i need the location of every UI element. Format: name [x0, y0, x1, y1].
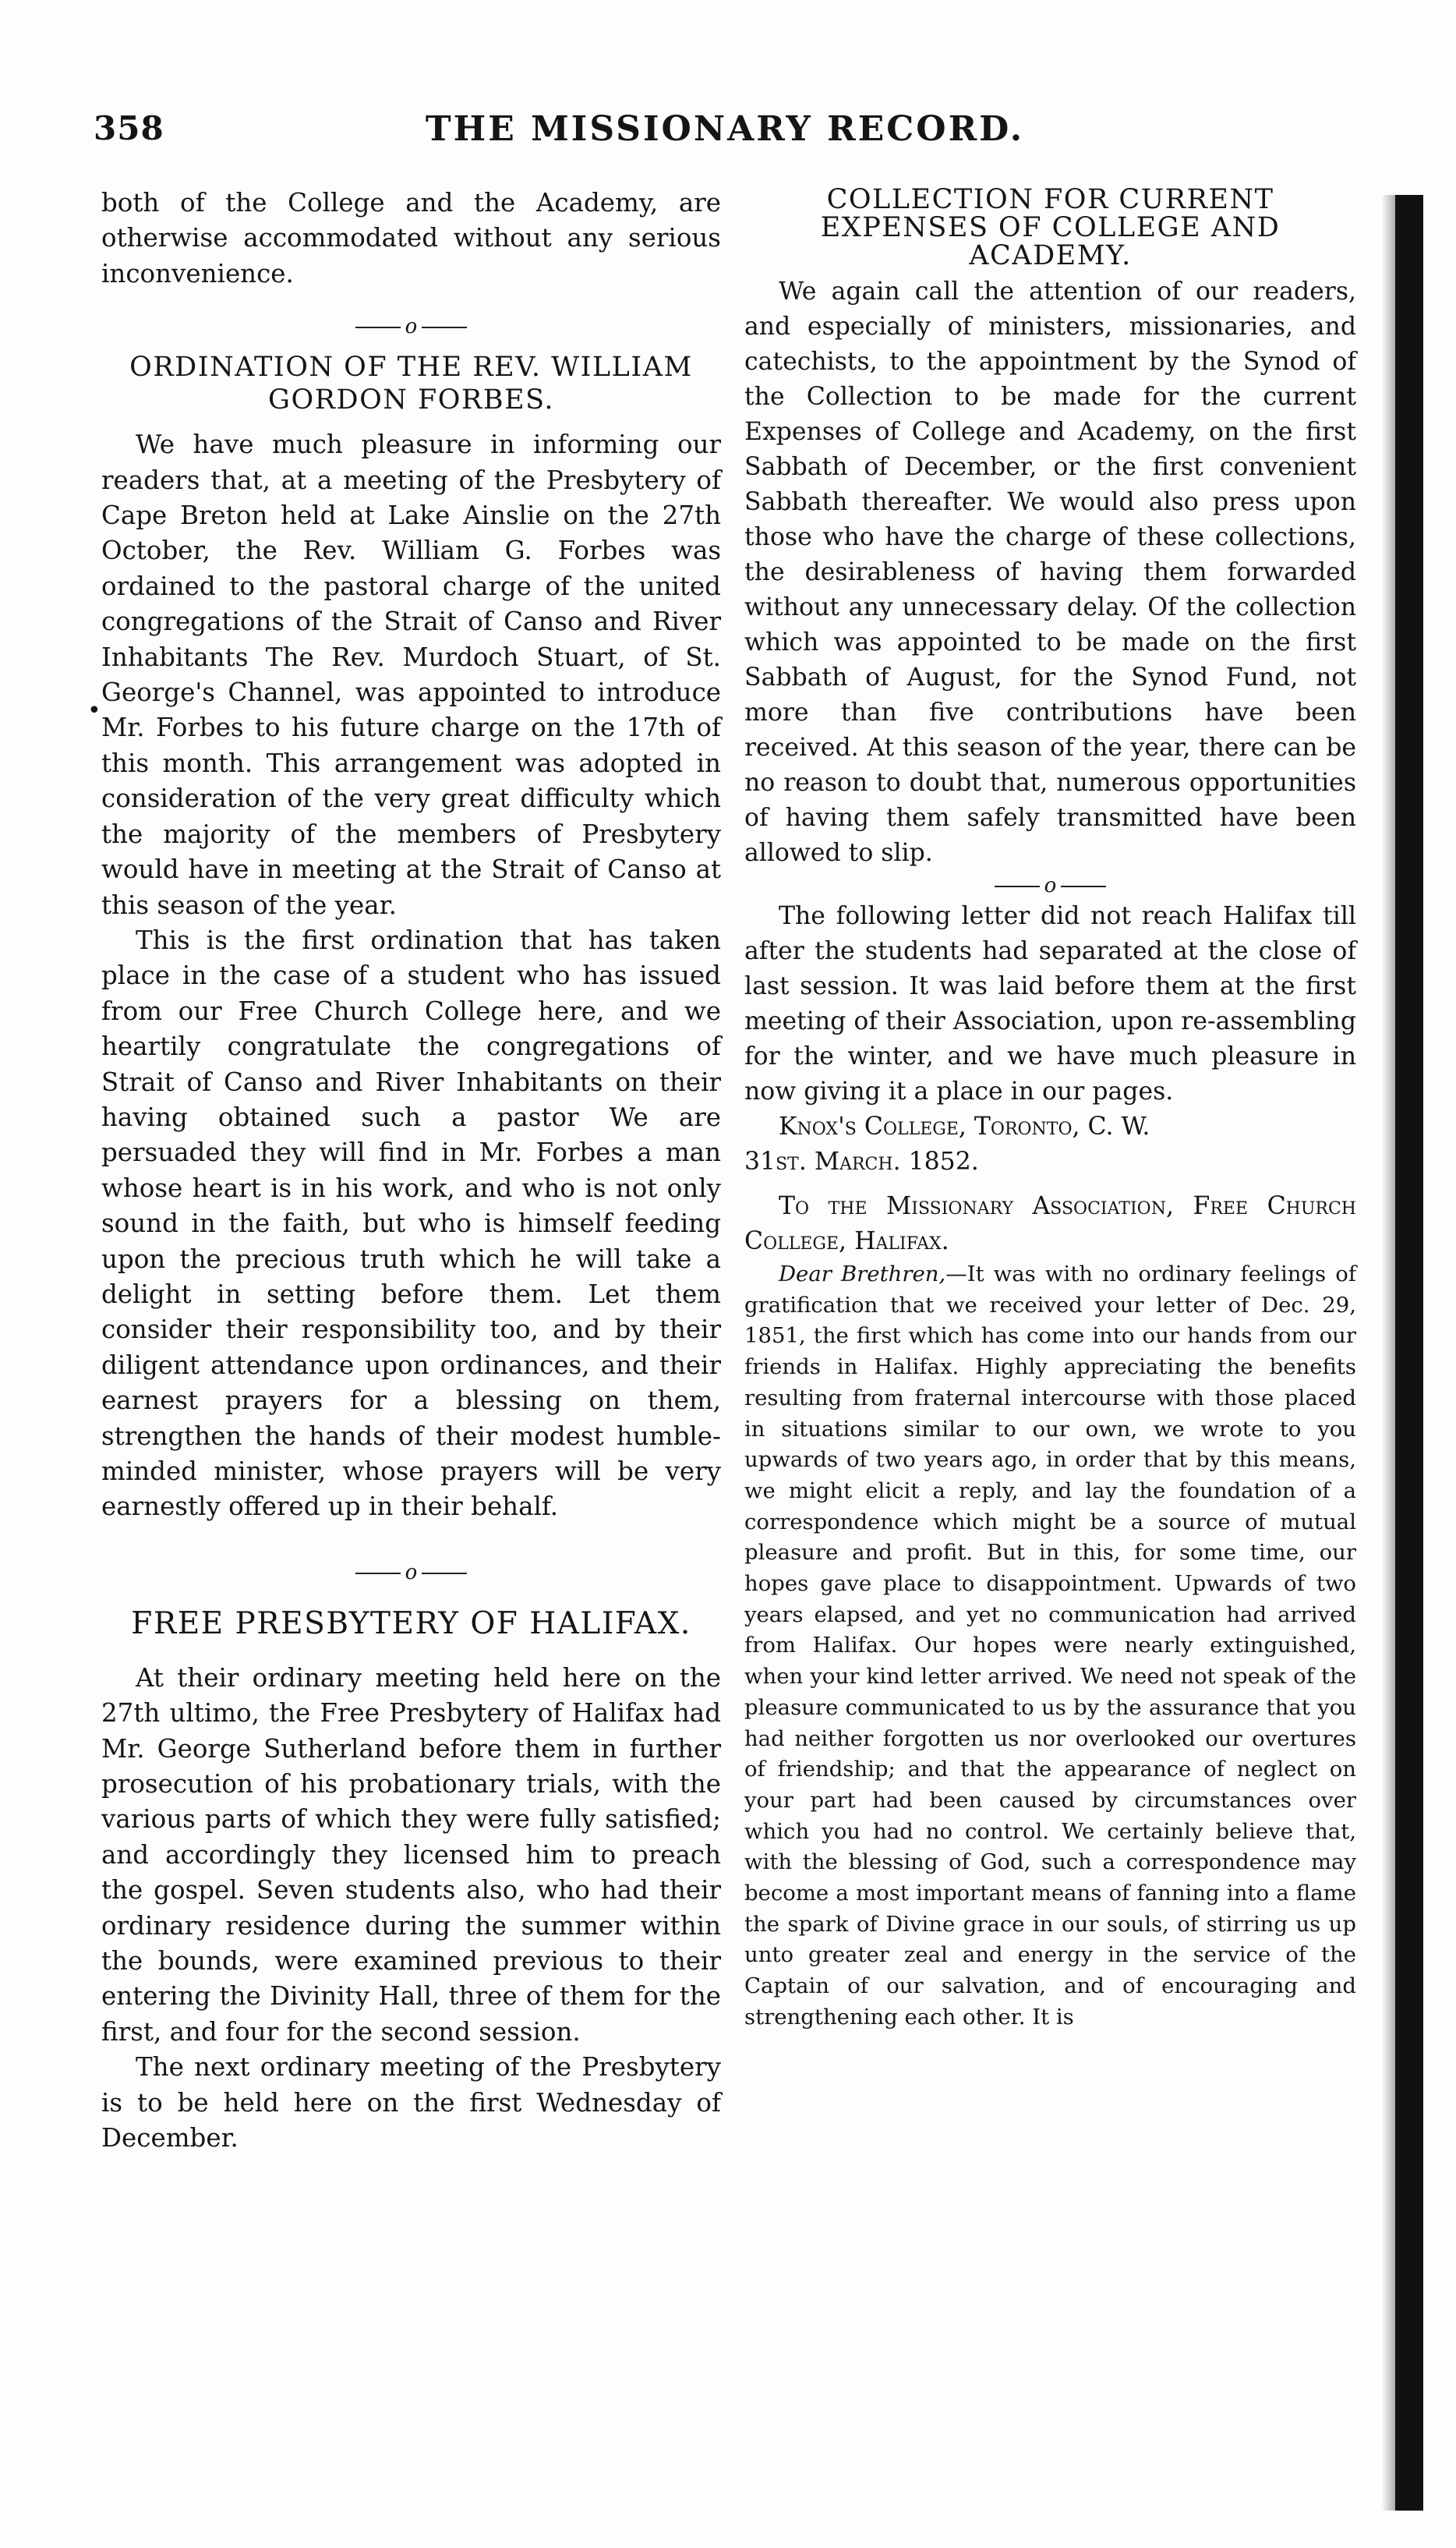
letter-dateline-date: 31st. March. 1852.	[744, 1148, 979, 1176]
letter-address: To the Missionary Association, Free Church College, Halifax.	[744, 1192, 1356, 1255]
section-divider: o	[101, 315, 721, 338]
right-column	[744, 186, 1356, 2033]
ordination-heading: ORDINATION OF THE REV. WILLIAM GORDON FORBES.	[129, 352, 693, 416]
collection-heading: COLLECTION FOR CURRENT EXPENSES OF COLLEGE AND ACADEMY.	[820, 184, 1281, 271]
letter-body	[744, 1259, 1356, 2033]
letter-body-text: —It was with no ordinary feelings of gratification that we received your letter of Dec. 29, 1851, the first which has come into our hands from our friends in Halifax. Highly appreciating the benefits resulting from fraternal intercourse with those placed in situations similar to our own, we wrote to you upwards of two years ago, in order that by this means, we might elicit a reply, and lay the foundation of a correspondence which might be a source of mutual pleasure and profit. But in this, for some time, our hopes gave place to disappointment. Upwards of two years elapsed, and yet no communication had arrived from Halifax. Our hopes were nearly extinguished, when your kind letter arrived. We need not speak of the pleasure communicated to us by the assurance that you had neither forgotten us nor overlooked our overtures of friendship; and that the appearance of neglect on your part had been caused by circumstances over which you had no control. We certainly believe that, with the blessing of God, such a correspondence may become a most important means of fanning into a flame the spark of Divine grace in our souls, of stirring us up unto greater zeal and energy in the service of the Captain of our salvation, and of encouraging and strengthening each other. It is	[744, 1262, 1356, 2030]
presbytery-heading: FREE PRESBYTERY OF HALIFAX.	[131, 1605, 691, 1641]
page-number: 358	[94, 109, 164, 147]
ordination-paragraph-2: This is the first ordination that has taken place in the case of a student who has issued from our Free Church College here, and we heartily congratulate the congregations of Strait of Canso and River Inhabitants on their having obtained such a pastor We are persuaded they will find in Mr. Forbes a man whose heart is in his work, and who is not only sound in the faith, but who is himself feeding upon the precious truth which he will take a delight in setting before them. Let them consider their responsibility too, and by their diligent attendance upon ordinances, and their earnest prayers for a blessing on them, strengthen the hands of their modest humble-minded minister, whose prayers will be very earnestly offered up in their behalf.	[101, 925, 721, 1522]
letter-dateline-place: Knox's College, Toronto, C. W.	[779, 1113, 1150, 1141]
margin-bullet: •	[87, 697, 101, 724]
letter-salutation: Dear Brethren,	[779, 1262, 946, 1286]
left-column	[101, 186, 721, 2157]
scan-shadow	[1381, 195, 1397, 2511]
ordination-paragraph-1: We have much pleasure in informing our readers that, at a meeting of the Presbytery of Cape Breton held at Lake Ainslie on the 27th October, the Rev. William G. Forbes was ordained to the pastoral charge of the united congregations of the Strait of Canso and River Inhabitants The Rev. Murdoch Stuart, of St. George's Channel, was appointed to introduce Mr. Forbes to his future charge on the 17th of this month. This arrangement was adopted in consideration of the very great difficulty which the majority of the members of Presbytery would have in meeting at the Strait of Canso at this season of the year.	[101, 430, 721, 920]
collection-paragraph: We again call the attention of our readers, and especially of ministers, missionaries, and catechists, to the appointment by the Synod of the Collection to be made for the current Expenses of College and Academy, on the first Sabbath of December, or the first convenient Sabbath thereafter. We would also press upon those who have the charge of these collections, the desirableness of having them forwarded without any unnecessary delay. Of the collection which was appointed to be made on the first Sabbath of August, for the Synod Fund, not more than five contributions have been received. At this season of the year, there can be no reason to doubt that, numerous opportunities of having them safely transmitted have been allowed to slip.	[744, 278, 1356, 867]
section-divider: o	[101, 1561, 721, 1584]
presbytery-paragraph-2: The next ordinary meeting of the Presbytery is to be held here on the first Wednesday of December.	[101, 2052, 721, 2153]
running-title: THE MISSIONARY RECORD.	[425, 109, 1025, 149]
section-divider: o	[744, 874, 1356, 897]
scan-edge-bar	[1395, 195, 1423, 2511]
letter-intro: The following letter did not reach Halifax till after the students had separated at the close of last session. It was laid before them at the first meeting of their Association, upon re-assembling for the winter, and we have much pleasure in now giving it a place in our pages.	[744, 902, 1356, 1106]
page-header	[94, 109, 1356, 156]
presbytery-paragraph-1: At their ordinary meeting held here on the 27th ultimo, the Free Presbytery of Halifax had Mr. George Sutherland before them in further prosecution of his probationary trials, with the various parts of which they were fully satisfied; and accordingly they licensed him to preach the gospel. Seven students also, who had their ordinary residence during the summer within the bounds, were examined previous to their entering the Divinity Hall, three of them for the first, and four for the second session.	[101, 1662, 721, 2047]
opening-fragment: both of the College and the Academy, are otherwise accommodated without any serious inconvenience.	[101, 188, 721, 288]
